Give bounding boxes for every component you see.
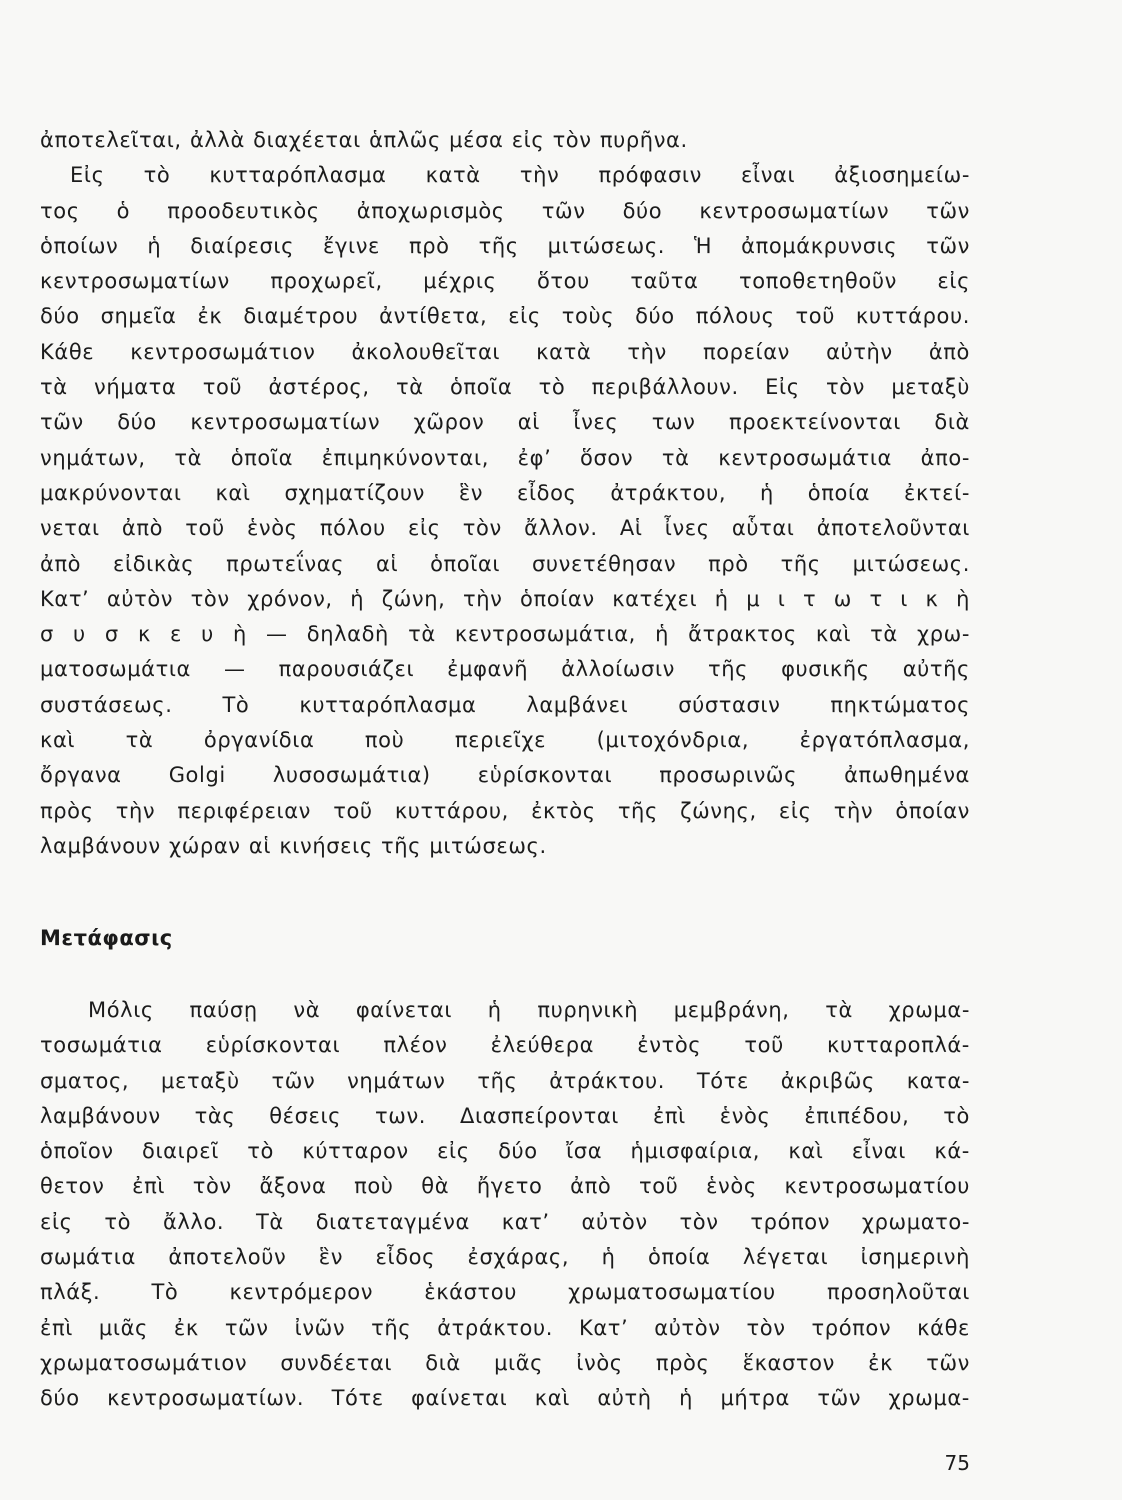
text-line: τοσωμάτια εὑρίσκονται πλέον ἐλεύθερα ἐντὸς τοῦ κυτταροπλά-: [40, 1033, 970, 1058]
text-line: ὁποίων ἡ διαίρεσις ἔγινε πρὸ τῆς μιτώσεως. Ἡ ἀπομάκρυνσις τῶν: [40, 233, 970, 258]
text-line: πρὸς τὴν περιφέρειαν τοῦ κυττάρου, ἐκτὸς τῆς ζώνης, εἰς τὴν ὁποίαν: [40, 798, 970, 823]
text-line: νημάτων, τὰ ὁποῖα ἐπιμηκύνονται, ἐφ’ ὅσον τὰ κεντροσωμάτια ἀπο-: [40, 445, 970, 470]
text-line: Κάθε κεντροσωμάτιον ἀκολουθεῖται κατὰ τὴν πορείαν αὐτὴν ἀπὸ: [40, 339, 970, 364]
text-line: τὰ νήματα τοῦ ἀστέρος, τὰ ὁποῖα τὸ περιβάλλουν. Εἰς τὸν μεταξὺ: [40, 375, 970, 400]
text-line: δύο σημεῖα ἐκ διαμέτρου ἀντίθετα, εἰς τοὺς δύο πόλους τοῦ κυττάρου.: [40, 304, 970, 329]
text-line: ἐπὶ μιᾶς ἐκ τῶν ἰνῶν τῆς ἀτράκτου. Κατ’ αὐτὸν τὸν τρόπον κάθε: [40, 1315, 970, 1340]
text-line: λαμβάνουν τὰς θέσεις των. Διασπείρονται ἐπὶ ἑνὸς ἐπιπέδου, τὸ: [40, 1103, 970, 1128]
text-line: χρωματοσωμάτιον συνδέεται διὰ μιᾶς ἰνὸς πρὸς ἕκαστον ἐκ τῶν: [40, 1350, 970, 1375]
text-line: σματος, μεταξὺ τῶν νημάτων τῆς ἀτράκτου. Τότε ἀκριβῶς κατα-: [40, 1068, 970, 1093]
text-line: μακρύνονται καὶ σχηματίζουν ἓν εἶδος ἀτράκτου, ἡ ὁποία ἐκτεί-: [40, 480, 970, 505]
paragraph-metaphase: [40, 993, 970, 1417]
text-line: σ υ σ κ ε υ ὴ — δηλαδὴ τὰ κεντροσωμάτια, ἡ ἄτρακτος καὶ τὰ χρω-: [40, 622, 970, 647]
page-number: 75: [944, 1451, 970, 1475]
text-line: καὶ τὰ ὀργανίδια ποὺ περιεῖχε (μιτοχόνδρια, ἐργατόπλασμα,: [40, 728, 970, 753]
text-line: συστάσεως. Τὸ κυτταρόπλασμα λαμβάνει σύστασιν πηκτώματος: [40, 692, 970, 717]
text-line: ὄργανα Golgi λυσοσωμάτια) εὑρίσκονται προσωρινῶς ἀπωθημένα: [40, 763, 970, 788]
text-line: τος ὁ προοδευτικὸς ἀποχωρισμὸς τῶν δύο κεντροσωματίων τῶν: [40, 198, 970, 223]
text-line: δύο κεντροσωματίων. Τότε φαίνεται καὶ αὐτὴ ἡ μήτρα τῶν χρωμα-: [40, 1386, 970, 1411]
text-line: τῶν δύο κεντροσωματίων χῶρον αἱ ἶνες των προεκτείνονται διὰ: [40, 410, 970, 435]
text-line: σωμάτια ἀποτελοῦν ἓν εἶδος ἐσχάρας, ἡ ὁποία λέγεται ἰσημερινὴ: [40, 1245, 970, 1270]
text-line: κεντροσωματίων προχωρεῖ, μέχρις ὅτου ταῦτα τοποθετηθοῦν εἰς: [40, 269, 970, 294]
text-line: νεται ἀπὸ τοῦ ἑνὸς πόλου εἰς τὸν ἄλλον. Αἱ ἶνες αὗται ἀποτελοῦνται: [40, 516, 970, 541]
text-line: πλάξ. Τὸ κεντρόμερον ἑκάστου χρωματοσωματίου προσηλοῦται: [40, 1280, 970, 1305]
text-line: Κατ’ αὐτὸν τὸν χρόνον, ἡ ζώνη, τὴν ὁποίαν κατέχει ἡ μ ι τ ω τ ι κ ὴ: [40, 586, 970, 611]
text-line: ἀπὸ εἰδικὰς πρωτεΐνας αἱ ὁποῖαι συνετέθησαν πρὸ τῆς μιτώσεως.: [40, 551, 970, 576]
paragraph-prophase-continued: [40, 123, 970, 864]
text-line: θετον ἐπὶ τὸν ἄξονα ποὺ θὰ ἤγετο ἀπὸ τοῦ ἑνὸς κεντροσωματίου: [40, 1174, 970, 1199]
text-line: Εἰς τὸ κυτταρόπλασμα κατὰ τὴν πρόφασιν εἶναι ἀξιοσημείω-: [70, 163, 970, 188]
text-line: Μόλις παύσῃ νὰ φαίνεται ἡ πυρηνικὴ μεμβράνη, τὰ χρωμα-: [88, 998, 970, 1022]
text-line: λαμβάνουν χώραν αἱ κινήσεις τῆς μιτώσεως.: [40, 833, 547, 858]
text-line: ὁποῖον διαιρεῖ τὸ κύτταρον εἰς δύο ἴσα ἡμισφαίρια, καὶ εἶναι κά-: [40, 1139, 970, 1164]
text-line: ἀποτελεῖται, ἀλλὰ διαχέεται ἁπλῶς μέσα εἰς τὸν πυρῆνα.: [40, 128, 688, 152]
text-line: ματοσωμάτια — παρουσιάζει ἐμφανῆ ἀλλοίωσιν τῆς φυσικῆς αὐτῆς: [40, 657, 970, 682]
text-line: εἰς τὸ ἄλλο. Τὰ διατεταγμένα κατ’ αὐτὸν τὸν τρόπον χρωματο-: [40, 1209, 970, 1234]
section-heading: Μετάφασις: [40, 926, 173, 950]
